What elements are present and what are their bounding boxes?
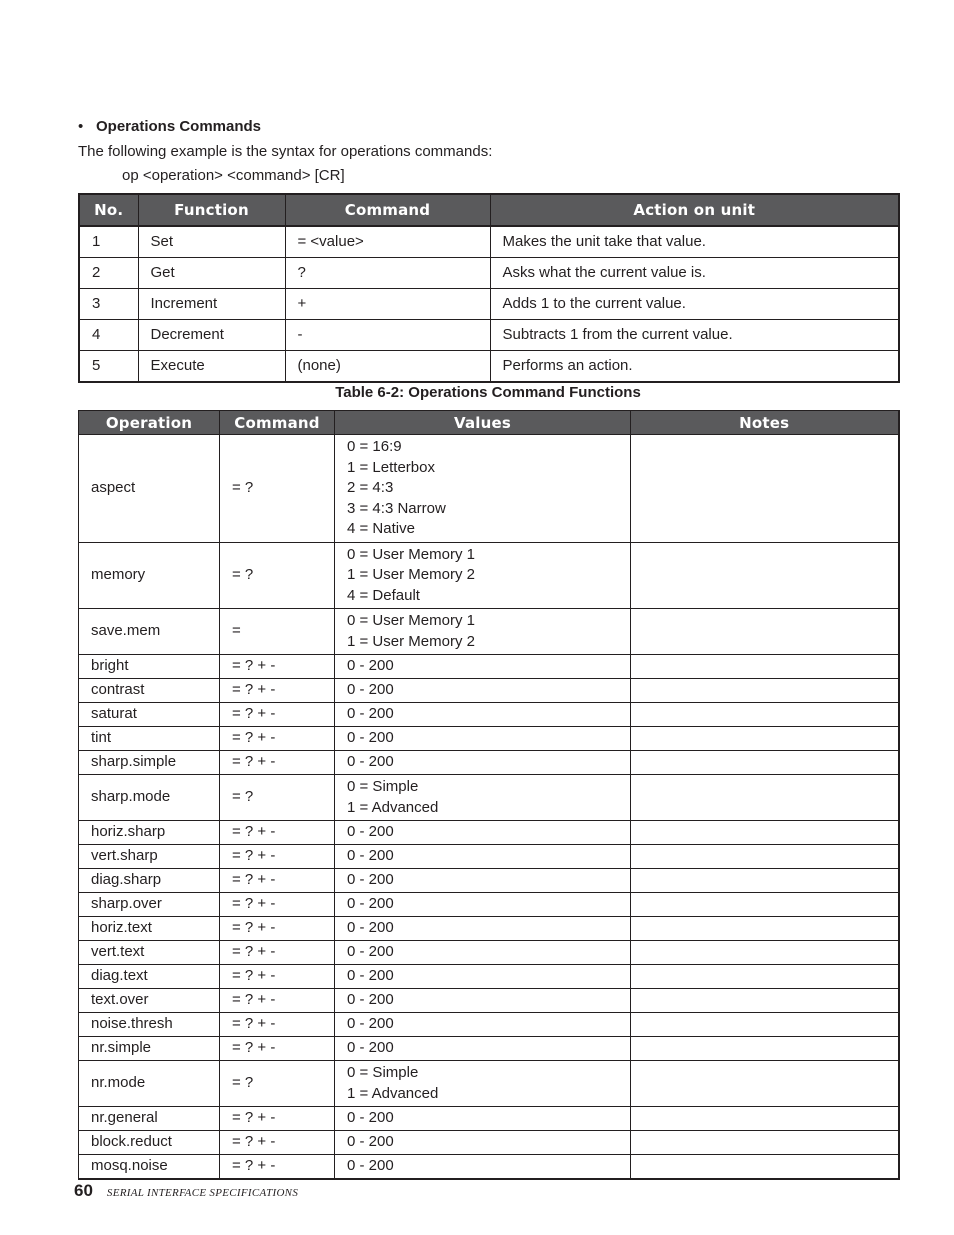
- cell-command: = ? + -: [220, 1107, 335, 1131]
- cell-command: ?: [285, 258, 490, 289]
- cell-command: = ? + -: [220, 1013, 335, 1037]
- value-line: 0 - 200: [347, 967, 394, 985]
- cell-operation: aspect: [79, 435, 220, 543]
- cell-no: 2: [79, 258, 138, 289]
- cell-command: = ? + -: [220, 1037, 335, 1061]
- cell-notes: [631, 869, 899, 893]
- table-row: [79, 775, 899, 821]
- value-line: 0 - 200: [347, 943, 394, 961]
- value-line: 0 = User Memory 1: [347, 545, 475, 563]
- cell-operation: diag.text: [79, 965, 220, 989]
- cell-values: [335, 869, 631, 893]
- table-header-row: [79, 194, 899, 226]
- cell-command: = ? + -: [220, 893, 335, 917]
- cell-operation: text.over: [79, 989, 220, 1013]
- cell-operation: horiz.sharp: [79, 821, 220, 845]
- cell-function: Set: [138, 226, 285, 258]
- table-row: [79, 989, 899, 1013]
- cell-notes: [631, 727, 899, 751]
- cell-operation: horiz.text: [79, 917, 220, 941]
- value-line: 0 - 200: [347, 919, 394, 937]
- cell-command: (none): [285, 351, 490, 383]
- cell-notes: [631, 845, 899, 869]
- bullet-icon: •: [78, 118, 84, 135]
- cell-notes: [631, 679, 899, 703]
- cell-values: [335, 609, 631, 655]
- cell-values: [335, 1107, 631, 1131]
- table-row: [79, 1061, 899, 1107]
- cell-no: 5: [79, 351, 138, 383]
- cell-values: [335, 1037, 631, 1061]
- value-line: 4 = Native: [347, 520, 415, 537]
- cell-action: Adds 1 to the current value.: [490, 289, 899, 320]
- table-row: [79, 258, 899, 289]
- cell-command: = ? + -: [220, 821, 335, 845]
- cell-notes: [631, 893, 899, 917]
- cell-notes: [631, 1155, 899, 1180]
- cell-operation: tint: [79, 727, 220, 751]
- value-line: 2 = 4:3: [347, 479, 394, 496]
- cell-command: = ? + -: [220, 917, 335, 941]
- cell-command: = ? + -: [220, 965, 335, 989]
- intro-text: The following example is the syntax for operations commands:: [78, 143, 493, 160]
- table-row: [79, 1155, 899, 1180]
- header-action: Action on unit: [490, 194, 899, 226]
- cell-operation: nr.general: [79, 1107, 220, 1131]
- cell-command: = ?: [220, 775, 335, 821]
- cell-no: 1: [79, 226, 138, 258]
- cell-command: = ? + -: [220, 655, 335, 679]
- table-row: [79, 941, 899, 965]
- cell-operation: sharp.simple: [79, 751, 220, 775]
- table-header-row: [79, 411, 899, 435]
- value-line: 1 = Advanced: [347, 798, 439, 816]
- cell-values: [335, 655, 631, 679]
- cell-action: Performs an action.: [490, 351, 899, 383]
- cell-notes: [631, 703, 899, 727]
- cell-operation: mosq.noise: [79, 1155, 220, 1180]
- cell-values: [335, 893, 631, 917]
- cell-command: = ? + -: [220, 703, 335, 727]
- value-line: 0 - 200: [347, 1157, 394, 1175]
- cell-action: Makes the unit take that value.: [490, 226, 899, 258]
- cell-notes: [631, 1061, 899, 1107]
- value-line: 1 = Advanced: [347, 1084, 439, 1102]
- value-line: 3 = 4:3 Narrow: [347, 499, 446, 517]
- cell-notes: [631, 917, 899, 941]
- cell-values: [335, 775, 631, 821]
- value-line: 0 - 200: [347, 991, 394, 1009]
- cell-values: [335, 751, 631, 775]
- table-row: [79, 289, 899, 320]
- cell-command: = ? + -: [220, 989, 335, 1013]
- table-row: [79, 893, 899, 917]
- syntax-example: op <operation> <command> [CR]: [122, 167, 345, 184]
- value-line: 0 = Simple: [347, 778, 419, 795]
- cell-action: Subtracts 1 from the current value.: [490, 320, 899, 351]
- cell-operation: bright: [79, 655, 220, 679]
- cell-values: [335, 679, 631, 703]
- cell-operation: nr.mode: [79, 1061, 220, 1107]
- cell-notes: [631, 1013, 899, 1037]
- table-row: [79, 679, 899, 703]
- cell-command: = ?: [220, 542, 335, 609]
- cell-notes: [631, 609, 899, 655]
- value-line: 1 = User Memory 2: [347, 632, 475, 650]
- cell-notes: [631, 751, 899, 775]
- cell-command: = ? + -: [220, 845, 335, 869]
- value-line: 0 - 200: [347, 1109, 394, 1127]
- cell-notes: [631, 435, 899, 543]
- cell-values: [335, 542, 631, 609]
- cell-operation: save.mem: [79, 609, 220, 655]
- value-line: 0 - 200: [347, 705, 394, 723]
- page-footer: [74, 1181, 298, 1201]
- cell-operation: sharp.mode: [79, 775, 220, 821]
- value-line: 0 - 200: [347, 895, 394, 913]
- table-row: [79, 655, 899, 679]
- value-line: 1 = User Memory 2: [347, 566, 475, 583]
- cell-notes: [631, 941, 899, 965]
- table-row: [79, 917, 899, 941]
- cell-command: = ? + -: [220, 727, 335, 751]
- cell-values: [335, 845, 631, 869]
- cell-values: [335, 727, 631, 751]
- table-row: [79, 1131, 899, 1155]
- table-row: [79, 1037, 899, 1061]
- section-title: Operations Commands: [96, 118, 262, 135]
- cell-function: Get: [138, 258, 285, 289]
- value-line: 0 - 200: [347, 681, 394, 699]
- table-row: [79, 609, 899, 655]
- cell-operation: sharp.over: [79, 893, 220, 917]
- cell-notes: [631, 1107, 899, 1131]
- table-row: [79, 703, 899, 727]
- table-row: [79, 821, 899, 845]
- cell-values: [335, 703, 631, 727]
- section-heading: [78, 118, 261, 135]
- cell-notes: [631, 965, 899, 989]
- cell-operation: diag.sharp: [79, 869, 220, 893]
- table-row: [79, 727, 899, 751]
- cell-function: Increment: [138, 289, 285, 320]
- cell-command: +: [285, 289, 490, 320]
- cell-command: = ? + -: [220, 679, 335, 703]
- table-row: [79, 1107, 899, 1131]
- page-number: 60: [74, 1181, 93, 1200]
- cell-notes: [631, 821, 899, 845]
- table-row: [79, 965, 899, 989]
- cell-command: = ?: [220, 435, 335, 543]
- cell-notes: [631, 655, 899, 679]
- cell-notes: [631, 1131, 899, 1155]
- table-caption: Table 6-2: Operations Command Functions: [335, 384, 641, 401]
- cell-values: [335, 435, 631, 543]
- value-line: 0 - 200: [347, 1015, 394, 1033]
- cell-operation: vert.sharp: [79, 845, 220, 869]
- header-command: Command: [220, 411, 335, 435]
- value-line: 0 = 16:9: [347, 438, 402, 455]
- header-function: Function: [138, 194, 285, 226]
- cell-command: =: [220, 609, 335, 655]
- value-line: 0 - 200: [347, 823, 394, 841]
- cell-no: 4: [79, 320, 138, 351]
- value-line: 0 - 200: [347, 657, 394, 675]
- table-row: [79, 845, 899, 869]
- cell-notes: [631, 1037, 899, 1061]
- cell-command: -: [285, 320, 490, 351]
- cell-command: = <value>: [285, 226, 490, 258]
- table-row: [79, 320, 899, 351]
- cell-command: = ?: [220, 1061, 335, 1107]
- cell-values: [335, 941, 631, 965]
- cell-operation: saturat: [79, 703, 220, 727]
- table-row: [79, 351, 899, 383]
- cell-command: = ? + -: [220, 941, 335, 965]
- value-line: 0 - 200: [347, 847, 394, 865]
- cell-operation: nr.simple: [79, 1037, 220, 1061]
- value-line: 0 = User Memory 1: [347, 612, 475, 629]
- cell-operation: noise.thresh: [79, 1013, 220, 1037]
- value-line: 0 - 200: [347, 753, 394, 771]
- cell-values: [335, 1061, 631, 1107]
- cell-values: [335, 1155, 631, 1180]
- header-operation: Operation: [79, 411, 220, 435]
- value-line: 0 - 200: [347, 1133, 394, 1151]
- cell-notes: [631, 989, 899, 1013]
- cell-operation: memory: [79, 542, 220, 609]
- cell-operation: contrast: [79, 679, 220, 703]
- value-line: 0 - 200: [347, 729, 394, 747]
- operations-commands-table: [78, 410, 900, 1180]
- cell-action: Asks what the current value is.: [490, 258, 899, 289]
- cell-values: [335, 965, 631, 989]
- table-row: [79, 1013, 899, 1037]
- value-line: 0 - 200: [347, 871, 394, 889]
- table-row: [79, 226, 899, 258]
- table-row: [79, 869, 899, 893]
- cell-function: Execute: [138, 351, 285, 383]
- header-notes: Notes: [631, 411, 899, 435]
- header-no: No.: [79, 194, 138, 226]
- cell-command: = ? + -: [220, 751, 335, 775]
- cell-command: = ? + -: [220, 869, 335, 893]
- cell-values: [335, 917, 631, 941]
- value-line: 0 = Simple: [347, 1064, 419, 1081]
- header-command: Command: [285, 194, 490, 226]
- header-values: Values: [335, 411, 631, 435]
- value-line: 0 - 200: [347, 1039, 394, 1057]
- page-running-title: SERIAL INTERFACE SPECIFICATIONS: [106, 1187, 299, 1199]
- cell-values: [335, 821, 631, 845]
- table-row: [79, 751, 899, 775]
- cell-values: [335, 1131, 631, 1155]
- cell-values: [335, 1013, 631, 1037]
- cell-operation: vert.text: [79, 941, 220, 965]
- cell-command: = ? + -: [220, 1131, 335, 1155]
- cell-command: = ? + -: [220, 1155, 335, 1180]
- cell-no: 3: [79, 289, 138, 320]
- table-row: [79, 435, 899, 543]
- cell-values: [335, 989, 631, 1013]
- value-line: 4 = Default: [347, 586, 420, 604]
- cell-notes: [631, 542, 899, 609]
- value-line: 1 = Letterbox: [347, 458, 435, 476]
- cell-notes: [631, 775, 899, 821]
- cell-operation: block.reduct: [79, 1131, 220, 1155]
- table-row: [79, 542, 899, 609]
- cell-function: Decrement: [138, 320, 285, 351]
- operations-functions-table: [78, 193, 900, 383]
